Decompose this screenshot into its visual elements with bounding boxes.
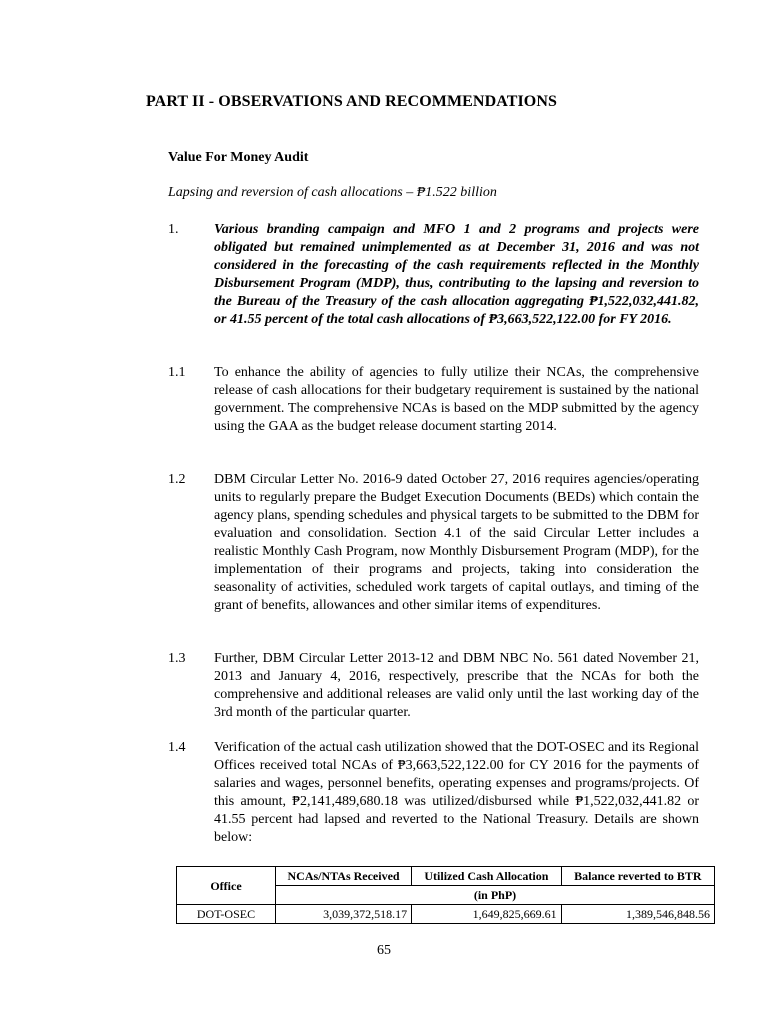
utilized-cell: 1,649,825,669.61	[412, 905, 562, 924]
paragraph-number: 1.4	[168, 740, 186, 755]
paragraph-text: DBM Circular Letter No. 2016-9 dated October 27, 2016 requires agencies/operating units to regularly prepare the Budget Execution Documents (BEDs) which contain the agency plans, spending schedules and physical targets to be submitted to the DBM for evaluation and consolidation. Section 4.1 of the said Circular Letter includes a realistic Monthly Cash Program, now Monthly Disbursement Program (MDP), for the implementation of their programs and projects, taking into consideration the seasonality of activities, scheduled work targets of capital outlays, and timing of the grant of benefits, allowances and other similar items of expenditures.	[214, 472, 699, 613]
paragraph-1-2	[168, 471, 699, 615]
section-heading: Value For Money Audit	[168, 150, 309, 165]
ncas-cell: 3,039,372,518.17	[276, 905, 412, 924]
paragraph-1-1	[168, 364, 699, 436]
office-cell: DOT-OSEC	[177, 905, 276, 924]
subheading: Lapsing and reversion of cash allocations – ₱1.522 billion	[168, 185, 497, 200]
ncas-header: NCAs/NTAs Received	[276, 867, 412, 886]
table-header-row	[177, 867, 715, 886]
paragraph-text: Verification of the actual cash utilization showed that the DOT-OSEC and its Regional Offices received total NCAs of ₱3,663,522,122.00 for CY 2016 for the payments of salaries and wages, personnel benefits, operating expenses and programs/projects. Of this amount, ₱2,141,489,680.18 was utilized/disbursed while ₱1,522,032,441.82 or 41.55 percent had lapsed and reverted to the National Treasury. Details are shown below:	[214, 740, 699, 845]
office-header: Office	[177, 867, 276, 905]
balance-header: Balance reverted to BTR	[561, 867, 714, 886]
paragraph-text: Further, DBM Circular Letter 2013-12 and DBM NBC No. 561 dated November 21, 2013 and January 4, 2016, respectively, prescribe that the NCAs for both the comprehensive and additional releases are valid only until the last working day of the 3rd month of the particular quarter.	[214, 651, 699, 720]
paragraph-number: 1.3	[168, 651, 186, 666]
paragraph-1	[168, 221, 699, 329]
paragraph-text: To enhance the ability of agencies to fully utilize their NCAs, the comprehensive release of cash allocations for their budgetary requirement is sustained by the national government. The comprehensive NCAs is based on the MDP submitted by the agency using the GAA as the budget release document starting 2014.	[214, 365, 699, 434]
table-row	[177, 905, 715, 924]
paragraph-number: 1.	[168, 222, 179, 237]
part-title: PART II - OBSERVATIONS AND RECOMMENDATIONS	[146, 93, 557, 110]
cash-allocation-table	[176, 866, 715, 924]
paragraph-text: Various branding campaign and MFO 1 and 2 programs and projects were obligated but remained unimplemented as at December 31, 2016 and was not considered in the forecasting of the cash requirements reflected in the Monthly Disbursement Program (MDP), thus, contributing to the lapsing and reversion to the Bureau of the Treasury of the cash allocation aggregating ₱1,522,032,441.82, or 41.55 percent of the total cash allocations of ₱3,663,522,122.00 for FY 2016.	[214, 222, 699, 327]
balance-cell: 1,389,546,848.56	[561, 905, 714, 924]
paragraph-1-4	[168, 739, 699, 847]
page-number: 65	[377, 943, 391, 958]
unit-header: (in PhP)	[276, 886, 715, 905]
paragraph-1-3	[168, 650, 699, 722]
utilized-header: Utilized Cash Allocation	[412, 867, 562, 886]
paragraph-number: 1.2	[168, 472, 186, 487]
paragraph-number: 1.1	[168, 365, 186, 380]
